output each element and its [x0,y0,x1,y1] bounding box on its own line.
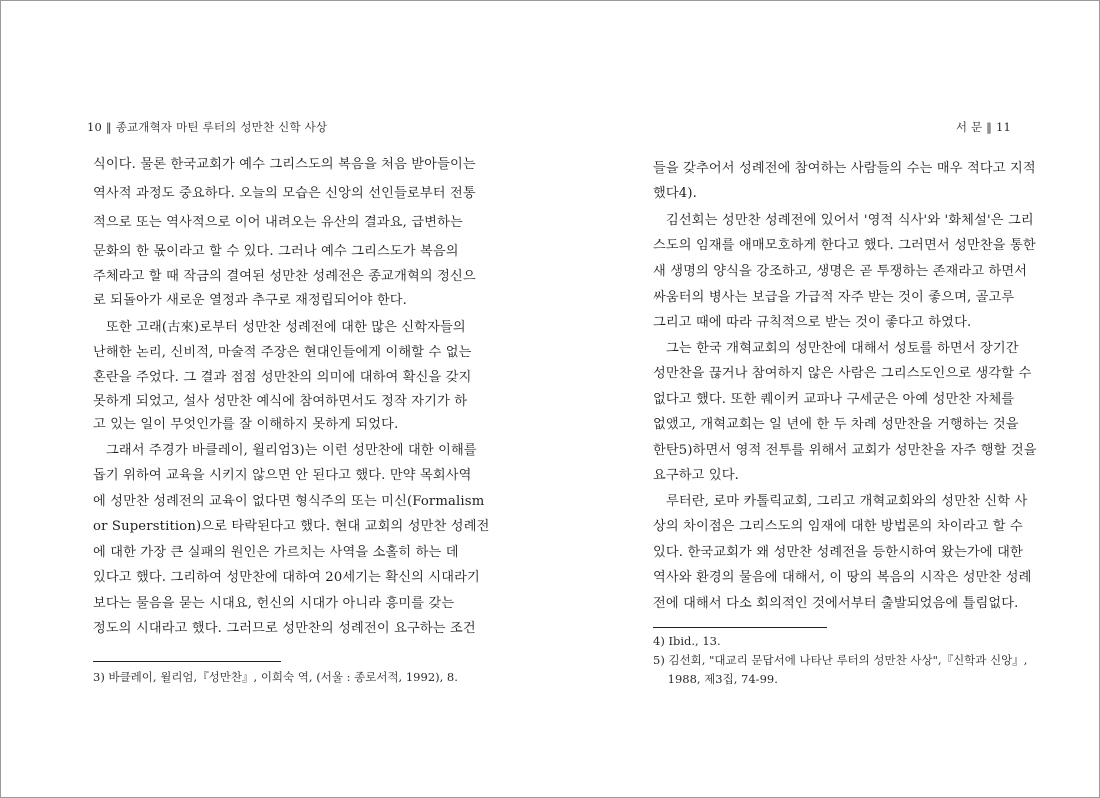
body-line: 돕기 위하여 교육을 시키지 않으면 안 된다고 했다. 만약 목회사역 [93,468,472,483]
body-line: 성만찬을 끊거나 참여하지 않은 사람은 그리스도인으로 생각할 수 [653,366,1032,381]
body-line: 에 성만찬 성례전의 교육이 없다면 형식주의 또는 미신(Formalism [93,494,485,509]
body-line: 없다고 했다. 또한 퀘이커 교파나 구세군은 아예 성만찬 자체를 [653,392,1015,407]
body-line: 상의 차이점은 그리스도의 임재에 대한 방법론의 차이라고 할 수 [653,519,1023,534]
body-line: 한탄5)하면서 영적 전투를 위해서 교회가 성만찬을 자주 행할 것을 [653,443,1037,458]
footnote: 4) Ibid., 13. [653,634,721,648]
body-line: 적으로 또는 역사적으로 이어 내려오는 유산의 결과요, 급변하는 [93,215,463,230]
left-running-head: 10 ‖ 종교개혁자 마틴 루터의 성만찬 신학 사상 [87,120,328,134]
body-line: 주체라고 할 때 작금의 결여된 성만찬 성례전은 종교개혁의 정신으 [93,269,476,284]
body-line: 그리고 때에 따라 규칙적으로 받는 것이 좋다고 하였다. [653,315,972,330]
body-line: 또한 고래(古來)로부터 성만찬 성례전에 대한 많은 신학자들의 [93,320,466,335]
body-line: 있다고 했다. 그리하여 성만찬에 대하여 20세기는 확신의 시대라기 [93,570,480,585]
body-line: 에 대한 가장 큰 실패의 원인은 가르치는 사역을 소홀히 하는 데 [93,545,459,560]
body-line: 문화의 한 몫이라고 할 수 있다. 그러나 예수 그리스도가 복음의 [93,244,459,259]
body-line: 스도의 임재를 애매모호하게 한다고 했다. 그러면서 성만찬을 통한 [653,238,1036,253]
body-line: 보다는 물음을 묻는 시대요, 헌신의 시대가 아니라 흥미를 갖는 [93,596,455,611]
body-line: 역사적 과정도 중요하다. 오늘의 모습은 신앙의 선인들로부터 전통 [93,186,476,201]
right-running-head: 서 문 ‖ 11 [955,120,1011,134]
body-line: 요구하고 있다. [653,468,740,483]
body-line: 김선회는 성만찬 성례전에 있어서 '영적 식사'와 '화체설'은 그리 [653,213,1034,228]
body-line: 고 있는 일이 무엇인가를 잘 이해하지 못하게 되었다. [93,417,399,432]
body-line: 혼란을 주었다. 그 결과 점점 성만찬의 의미에 대하여 확신을 갖지 [93,370,472,385]
body-line: 그는 한국 개혁교회의 성만찬에 대해서 성토를 하면서 장기간 [653,341,1019,356]
footnote: 1988, 제3집, 74-99. [653,672,778,686]
body-line: 루터란, 로마 카톨릭교회, 그리고 개혁교회와의 성만찬 신학 사 [653,494,1028,509]
body-line: 있다. 한국교회가 왜 성만찬 성례전을 등한시하여 왔는가에 대한 [653,545,1023,560]
body-line: 했다4). [653,186,697,201]
body-line: 난해한 논리, 신비적, 마술적 주장은 현대인들에게 이해할 수 없는 [93,345,472,360]
body-line: 그래서 주경가 바클레이, 윌리엄3)는 이런 성만찬에 대한 이해를 [93,443,477,458]
left-page [1,1,550,797]
body-line: 식이다. 물론 한국교회가 예수 그리스도의 복음을 처음 받아들이는 [93,157,476,172]
body-line: 들을 갖추어서 성례전에 참여하는 사람들의 수는 매우 적다고 지적 [653,161,1036,176]
footnote: 3) 바클레이, 윌리엄,『성만찬』, 이희숙 역, (서울 : 종로서적, 1992), 8. [93,670,458,684]
body-line: 전에 대해서 다소 회의적인 것에서부터 출발되었음에 틀림없다. [653,596,1019,611]
body-line: 없앴고, 개혁교회는 일 년에 한 두 차례 성만찬을 거행하는 것을 [653,417,1019,432]
body-line: 새 생명의 양식을 강조하고, 생명은 곧 투쟁하는 존재라고 하면서 [653,264,1028,279]
body-line: or Superstition)으로 타락된다고 했다. 현대 교회의 성만찬 성례전 [93,519,490,534]
body-line: 싸움터의 병사는 보급을 가급적 자주 받는 것이 좋으며, 골고루 [653,290,1015,305]
footnote-rule [653,627,827,628]
footnote-rule [93,661,281,662]
footnote: 5) 김선회, "대교리 문답서에 나타난 루터의 성만찬 사상",『신학과 신앙』, [653,653,1028,667]
body-line: 못하게 되었고, 설사 성만찬 예식에 참여하면서도 정작 자기가 하 [93,394,468,409]
body-line: 로 되돌아가 새로운 열정과 추구로 재정립되어야 한다. [93,293,407,308]
body-line: 역사와 환경의 물음에 대해서, 이 땅의 복음의 시작은 성만찬 성례 [653,570,1032,585]
body-line: 정도의 시대라고 했다. 그러므로 성만찬의 성례전이 요구하는 조건 [93,621,476,636]
